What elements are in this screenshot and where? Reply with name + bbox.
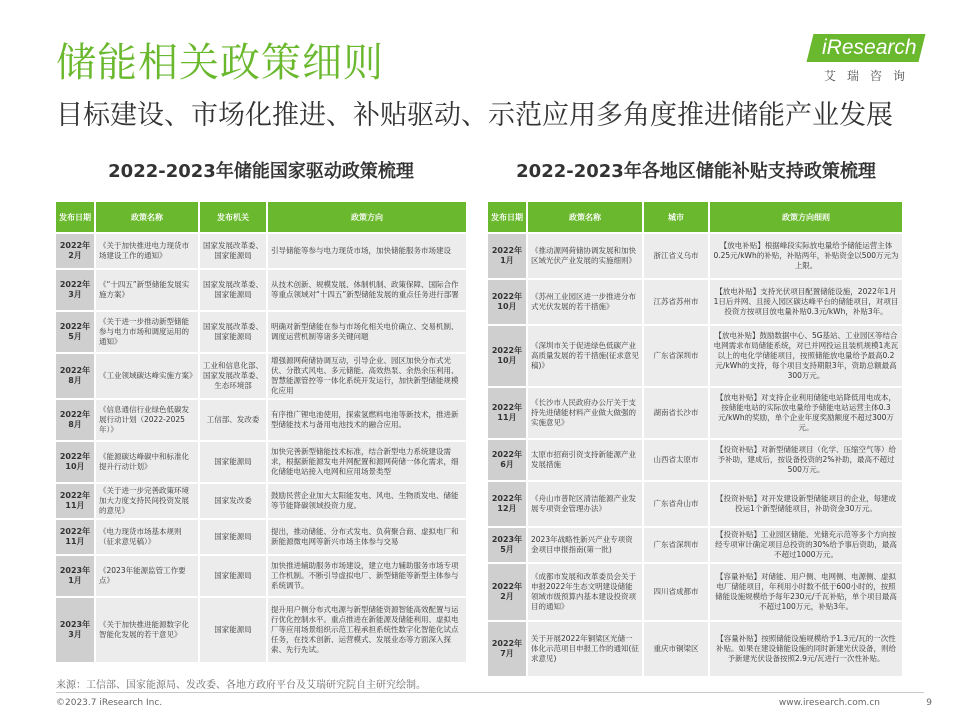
cell-city: 江苏省苏州市 — [644, 280, 710, 324]
cell-name: 太原市招商引资支持新能源产业发展措施 — [528, 440, 644, 480]
cell-detail: 【投资补贴】对开发建设新型储能项目的企业，每建成投运1个新型储能项目，补助资金30万元。 — [710, 482, 904, 526]
cell-date: 2022年12月 — [488, 482, 528, 526]
cell-name: 《苏州工业园区进一步推进分布式光伏发展的若干措施》 — [528, 280, 644, 324]
page-title: 储能相关政策细则 — [56, 40, 384, 86]
table-row — [56, 442, 468, 482]
cell-dir: 有序推广锂电池使用，探索氢燃料电池等新技术，推进新型储能技术与备用电池技术的融合应用。 — [268, 400, 468, 440]
header-detail: 政策方向细则 — [710, 202, 904, 232]
cell-name: 《能源碳达峰碳中和标准化提升行动计划》 — [96, 442, 200, 482]
cell-org: 国家能源局 — [200, 598, 268, 662]
cell-date: 2022年3月 — [56, 270, 96, 310]
cell-city: 浙江省义乌市 — [644, 234, 710, 278]
cell-org: 工信部、发改委 — [200, 400, 268, 440]
source-note: 来源：工信部、国家能源局、发改委、各地方政府平台及艾瑞研究院自主研究绘制。 — [56, 680, 426, 691]
cell-date: 2022年2月 — [488, 564, 528, 620]
cell-dir: 鼓励民营企业加大太阳能发电、风电、生物质发电、储能等节能降碳领域投资力度。 — [268, 484, 468, 518]
logo-sub: 艾瑞咨询 — [824, 69, 917, 83]
table-row — [56, 400, 468, 440]
table-row — [488, 280, 904, 324]
table-row — [488, 564, 904, 620]
table-row — [488, 528, 904, 562]
cell-name: 《关于进一步推动新型储能参与电力市场和调度运用的通知》 — [96, 312, 200, 352]
header-policy-name: 政策名称 — [96, 202, 200, 232]
cell-dir: 增强源网荷储协调互动，引导企业、园区加快分布式光伏、分散式风电、多元储能、高效热泵、余热余压利用、智慧能源管控等一体化系统开发运行，加快新型储能规模化应用 — [268, 354, 468, 398]
cell-name: 《舟山市普陀区清洁能源产业发展专项资金管理办法》 — [528, 482, 644, 526]
cell-name: 《关于进一步完善政策环境加大力度支持民间投资发展的意见》 — [96, 484, 200, 518]
national-policy-table — [56, 200, 468, 664]
table-row — [488, 234, 904, 278]
cell-date: 2022年11月 — [56, 484, 96, 518]
cell-date: 2022年10月 — [488, 280, 528, 324]
cell-date: 2023年5月 — [488, 528, 528, 562]
cell-org: 国家发展改革委、国家能源局 — [200, 234, 268, 268]
cell-date: 2022年1月 — [488, 234, 528, 278]
cell-city: 广东省深圳市 — [644, 528, 710, 562]
table-row — [56, 484, 468, 518]
cell-city: 四川省成都市 — [644, 564, 710, 620]
cell-date: 2022年6月 — [488, 440, 528, 480]
page-number: 9 — [926, 698, 932, 708]
cell-date: 2022年5月 — [56, 312, 96, 352]
cell-detail: 【放电补贴】支持光伏项目配置储能设施，2022年1月1日后并网、且接入园区碳达峰平台的储能项目，对项目投资方按项目放电量补贴0.3元/kWh，补贴3年。 — [710, 280, 904, 324]
cell-name: 《深圳市关于促进绿色低碳产业高质量发展的若干措施(征求意见稿)》 — [528, 326, 644, 386]
cell-org: 国家能源局 — [200, 520, 268, 554]
cell-org: 国家发展改革委、国家能源局 — [200, 312, 268, 352]
cell-org: 国家能源局 — [200, 556, 268, 596]
cell-date: 2022年10月 — [488, 326, 528, 386]
cell-name: 《长沙市人民政府办公厅关于支持先进储能材料产业做大做强的实施意见》 — [528, 388, 644, 438]
table-header-row — [56, 202, 468, 232]
cell-name: 《“十四五”新型储能发展实施方案》 — [96, 270, 200, 310]
table-header-row — [488, 202, 904, 232]
cell-city: 湖南省长沙市 — [644, 388, 710, 438]
cell-detail: 【投资补贴】对新型储能项目（化学、压缩空气等）给予补助，建成后，按设备投资的2%补助，最高不超过500万元。 — [710, 440, 904, 480]
cell-org: 工业和信息化部、国家发展改革委、生态环境部 — [200, 354, 268, 398]
header-policy-name: 政策名称 — [528, 202, 644, 232]
header-direction: 政策方向 — [268, 202, 468, 232]
cell-detail: 【容量补贴】对储能、用户侧、电网侧、电源侧、虚拟电厂储能项目，年利用小时数不低于600小时的，按照储能设施规模给予每年230元/千瓦补贴，单个项目最高不超过100万元，补贴3年。 — [710, 564, 904, 620]
cell-name: 《电力现货市场基本规则（征求意见稿）》 — [96, 520, 200, 554]
cell-name: 《工业领域碳达峰实施方案》 — [96, 354, 200, 398]
cell-name: 《关于加快推进能源数字化智能化发展的若干意见》 — [96, 598, 200, 662]
header-date: 发布日期 — [488, 202, 528, 232]
cell-date: 2022年10月 — [56, 442, 96, 482]
cell-city: 广东省舟山市 — [644, 482, 710, 526]
cell-date: 2023年1月 — [56, 556, 96, 596]
header-issuer: 发布机关 — [200, 202, 268, 232]
iresearch-logo — [812, 30, 924, 86]
cell-date: 2022年2月 — [56, 234, 96, 268]
cell-date: 2022年11月 — [56, 520, 96, 554]
cell-dir: 明确对新型储能在参与市场化相关电价确立、交易机制、调度运营机制等诸多关键问题 — [268, 312, 468, 352]
cell-org: 国家发展改革委、国家能源局 — [200, 270, 268, 310]
left-section-title: 2022-2023年储能国家驱动政策梳理 — [108, 161, 414, 182]
cell-name: 《2023年能源监管工作要点》 — [96, 556, 200, 596]
cell-date: 2023年3月 — [56, 598, 96, 662]
cell-dir: 加快推进辅助服务市场建设，建立电力辅助服务市场专项工作机制。不断引导虚拟电厂、新型储能等新型主体参与系统调节。 — [268, 556, 468, 596]
table-row — [56, 556, 468, 596]
table-row — [488, 388, 904, 438]
regional-subsidy-table — [488, 200, 904, 678]
cell-detail: 【投资补贴】工业园区储能、光储充示范等多个方向按经专项审计确定项目总投资的30%给予事后资助，最高不超过1000万元。 — [710, 528, 904, 562]
cell-name: 关于开展2022年铜梁区光储一体化示范项目申报工作的通知(征求意见) — [528, 622, 644, 676]
cell-city: 重庆市铜梁区 — [644, 622, 710, 676]
header-city: 城市 — [644, 202, 710, 232]
cell-detail: 【容量补贴】按照储能设施规模给予1.3元/瓦的一次性补贴。如果在建设储能设施的同时新建光伏设备，则给予新建光伏设备按照2.9元/瓦进行一次性补贴。 — [710, 622, 904, 676]
table-row — [56, 270, 468, 310]
header-date: 发布日期 — [56, 202, 96, 232]
cell-dir: 提出，推动储能、分布式发电、负荷聚合商、虚拟电厂和新能源微电网等新兴市场主体参与交易 — [268, 520, 468, 554]
cell-city: 广东省深圳市 — [644, 326, 710, 386]
cell-org: 国家发改委 — [200, 484, 268, 518]
cell-dir: 从技术创新、规模发展、体制机制、政策保障、国际合作等重点领域对“十四五”新型储能发展的重点任务进行部署 — [268, 270, 468, 310]
cell-name: 2023年战略性新兴产业专项资金项目申报指南(第一批) — [528, 528, 644, 562]
table-row — [488, 326, 904, 386]
cell-date: 2022年8月 — [56, 354, 96, 398]
cell-dir: 引导储能等参与电力现货市场，加快储能服务市场建设 — [268, 234, 468, 268]
cell-date: 2022年8月 — [56, 400, 96, 440]
website: www.iresearch.com.cn — [778, 698, 880, 708]
table-row — [56, 234, 468, 268]
cell-name: 《关于加快推进电力现货市场建设工作的通知》 — [96, 234, 200, 268]
cell-detail: 【放电补贴】鼓励数据中心、5G基站、工业园区等结合电网需求布局储能系统，对已并网投运且装机规模1兆瓦以上的电化学储能项目，按照储能放电量给予最高0.2元/kWh的支持，每个项目支持期限3年，资助总额最高300万元。 — [710, 326, 904, 386]
cell-date: 2022年11月 — [488, 388, 528, 438]
table-row — [488, 622, 904, 676]
cell-dir: 提升用户侧分布式电源与新型储能资源智能高效配置与运行优化控制水平。重点推进在新能源及储能利用、虚拟电厂等应用场景组织示范工程承担系统性数字化智能化试点任务，在技术创新、运营模式、发展业态等方面深入探索、先行先试。 — [268, 598, 468, 662]
cell-name: 《信息通信行业绿色低碳发展行动计划（2022-2025年）》 — [96, 400, 200, 440]
cell-detail: 【放电补贴】对支持企业利用储能电站降低用电成本，按储能电站的实际放电量给予储能电站运营主体0.3元/kWh的奖励，单个企业年度奖励额度不超过300万元。 — [710, 388, 904, 438]
cell-org: 国家能源局 — [200, 442, 268, 482]
cell-name: 《成都市发展和改革委员会关于申报2022年生态文明建设储能领域市级预算内基本建设投资项目的通知》 — [528, 564, 644, 620]
cell-city: 山西省太原市 — [644, 440, 710, 480]
table-row — [56, 354, 468, 398]
cell-name: 《推动源网荷储协调发展和加快区域光伏产业发展的实施细则》 — [528, 234, 644, 278]
table-row — [56, 312, 468, 352]
table-row — [488, 440, 904, 480]
cell-date: 2022年7月 — [488, 622, 528, 676]
logo-brand: iResearch — [822, 36, 917, 59]
table-row — [56, 598, 468, 662]
right-section-title: 2022-2023年各地区储能补贴支持政策梳理 — [516, 161, 876, 182]
page-subtitle: 目标建设、市场化推进、补贴驱动、示范应用多角度推进储能产业发展 — [56, 100, 893, 131]
cell-detail: 【放电补贴】根据峰段实际放电量给予储能运营主体0.25元/kWh的补贴，补贴两年，补贴资金以500万元为上限。 — [710, 234, 904, 278]
table-row — [56, 520, 468, 554]
table-row — [488, 482, 904, 526]
footer-divider — [56, 692, 924, 693]
copyright: ©2023.7 iResearch Inc. — [56, 698, 163, 708]
cell-dir: 加快完善新型储能技术标准，结合新型电力系统建设需求，根据新能源发电并网配置和源网荷储一体化需求，细化储能电站接入电网和应用场景类型 — [268, 442, 468, 482]
